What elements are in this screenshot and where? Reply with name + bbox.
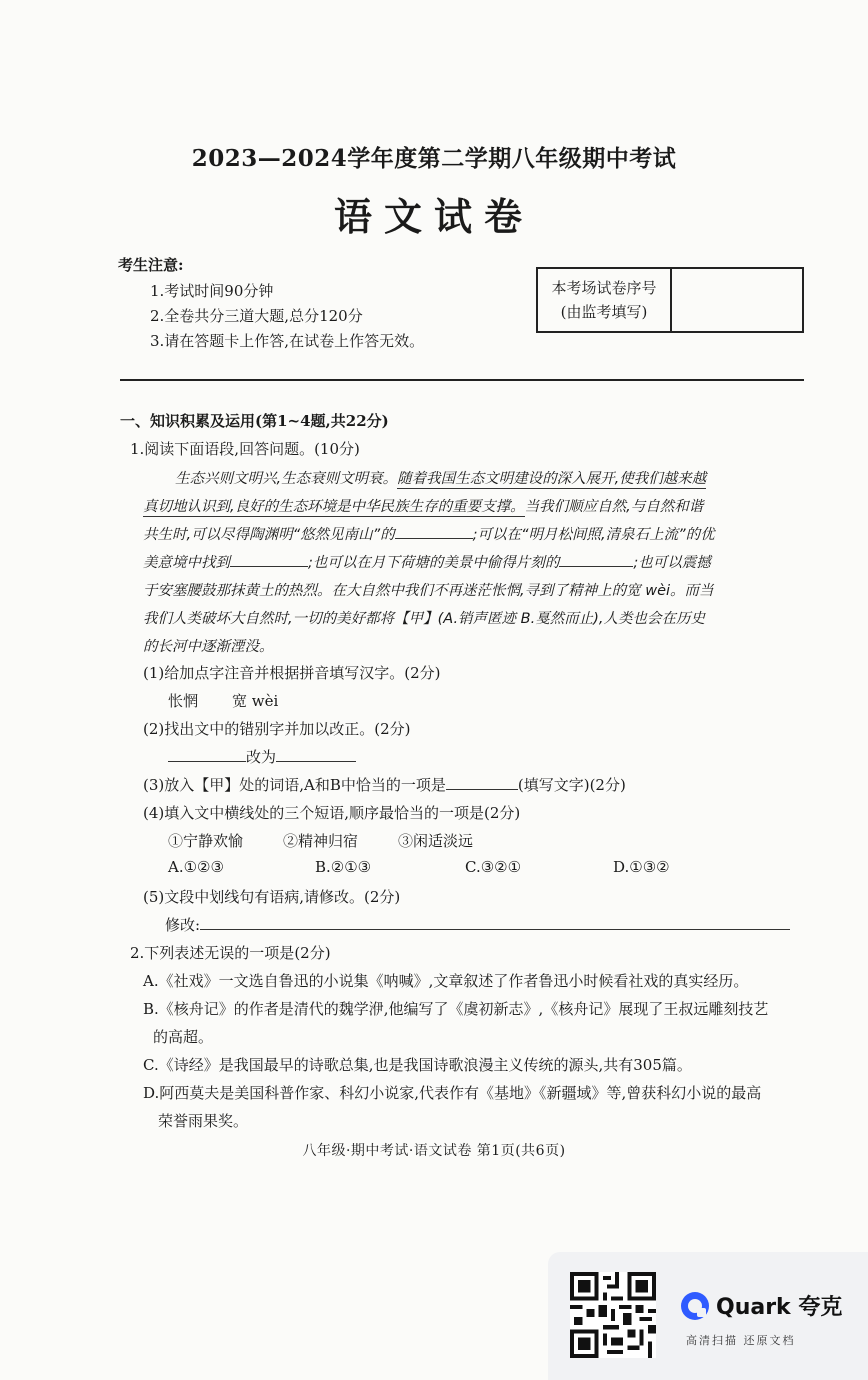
qr-code-icon [570,1272,656,1358]
pinyin-word-2: 宽 wèi [232,692,279,710]
sub-question-3: (3)放入【甲】处的词语,A和B中恰当的一项是 (填写文字)(2分) [143,776,626,794]
passage-line-2: 真切地认识到,良好的生态环境是中华民族生存的重要支撑。当我们顺应自然,与自然和谐 [143,499,704,515]
passage-line-6: 我们人类破坏大自然时,一切的美好都将【甲】(A.销声匿迹 B.戛然而止),人类也会在历史 [143,611,705,627]
passage-line-5: 于安塞腰鼓那抹黄土的热烈。在大自然中我们不再迷茫怅惘,寻到了精神上的宽 wèi。而当 [143,583,714,599]
passage-line-4: 美意境中找到 ;也可以在月下荷塘的美景中偷得片刻的 ;也可以震撼 [143,551,711,572]
quark-brand: Quark 夸克 [716,1295,843,1320]
answer-blank[interactable] [230,552,308,567]
sub-question-5: (5)文段中划线句有语病,请修改。(2分) [143,888,401,906]
quark-logo-icon [680,1291,710,1321]
section-1-heading: 一、知识积累及运用(第1~4题,共22分) [120,412,389,430]
sub-question-2: (2)找出文中的错别字并加以改正。(2分) [143,720,411,738]
quark-tagline: 高清扫描 还原文档 [686,1334,796,1347]
sub-question-1: (1)给加点字注音并根据拼音填写汉字。(2分) [143,664,441,682]
passage-line-3: 共生时,可以尽得陶渊明“悠然见南山”的 ;可以在“明月松间照,清泉石上流”的优 [143,523,715,544]
answer-blank[interactable] [168,747,246,762]
choice-option-a[interactable]: A.①②③ [168,858,224,876]
passage-line-7: 的长河中逐渐湮没。 [143,639,274,655]
underlined-sentence: 真切地认识到,良好的生态环境是中华民族生存的重要支撑。 [143,499,525,515]
revise-answer-blank[interactable] [200,915,790,930]
choice-option-d[interactable]: D.①③② [613,858,670,876]
header-divider [120,379,804,381]
question-1-stem: 1.阅读下面语段,回答问题。(10分) [130,440,360,458]
seat-number-box [536,267,804,333]
notice-heading: 考生注意: [118,256,184,274]
notice-item: 1.考试时间90分钟 [150,282,274,300]
passage-line-1: 生态兴则文明兴,生态衰则文明衰。随着我国生态文明建设的深入展开,使我们越来越 [175,471,707,487]
answer-blank[interactable] [276,747,356,762]
choice-option-d[interactable]: D.阿西莫夫是美国科普作家、科幻小说家,代表作有《基地》《新疆域》等,曾获科幻小说的最高 [143,1084,762,1102]
pinyin-word-1: 怅惘 [168,692,199,710]
notice-item: 2.全卷共分三道大题,总分120分 [150,307,363,325]
answer-blank[interactable] [395,524,473,539]
choice-option-b-cont: 的高超。 [153,1028,214,1046]
underlined-sentence: 随着我国生态文明建设的深入展开,使我们越来越 [397,471,707,487]
answer-blank[interactable] [446,775,518,790]
choice-option-a[interactable]: A.《社戏》一文选自鲁迅的小说集《呐喊》,文章叙述了作者鲁迅小时候看社戏的真实经历。 [143,972,749,990]
choice-option-c[interactable]: C.《诗经》是我国最早的诗歌总集,也是我国诗歌浪漫主义传统的源头,共有305篇。 [143,1056,692,1074]
sub-question-4: (4)填入文中横线处的三个短语,顺序最恰当的一项是(2分) [143,804,521,822]
quark-logo [680,1290,842,1321]
question-2-stem: 2.下列表述无误的一项是(2分) [130,944,331,962]
choice-option-b[interactable]: B.②①③ [315,858,372,876]
phrase-option: ②精神归宿 [283,832,359,850]
subject-title: 语文试卷 [333,194,534,239]
seat-number-value [672,269,802,331]
phrase-option: ①宁静欢愉 [168,832,244,850]
choice-option-d-cont: 荣誉雨果奖。 [158,1112,249,1130]
choice-option-c[interactable]: C.③②① [465,858,522,876]
scanner-watermark [548,1252,868,1380]
exam-title: 2023—2024学年度第二学期八年级期中考试 [191,145,677,172]
phrase-option: ③闲适淡远 [398,832,474,850]
notice-item: 3.请在答题卡上作答,在试卷上作答无效。 [150,332,425,350]
page-footer: 八年级·期中考试·语文试卷 第1页(共6页) [302,1143,566,1159]
seat-number-label: 本考场试卷序号 (由监考填写) [538,269,672,331]
revise-line: 修改: [165,914,790,935]
answer-blank[interactable] [559,552,633,567]
choice-option-b[interactable]: B.《核舟记》的作者是清代的魏学洢,他编写了《虞初新志》,《核舟记》展现了王叔远雕刻技艺 [143,1000,769,1018]
correction-line: 改为 [168,746,356,767]
